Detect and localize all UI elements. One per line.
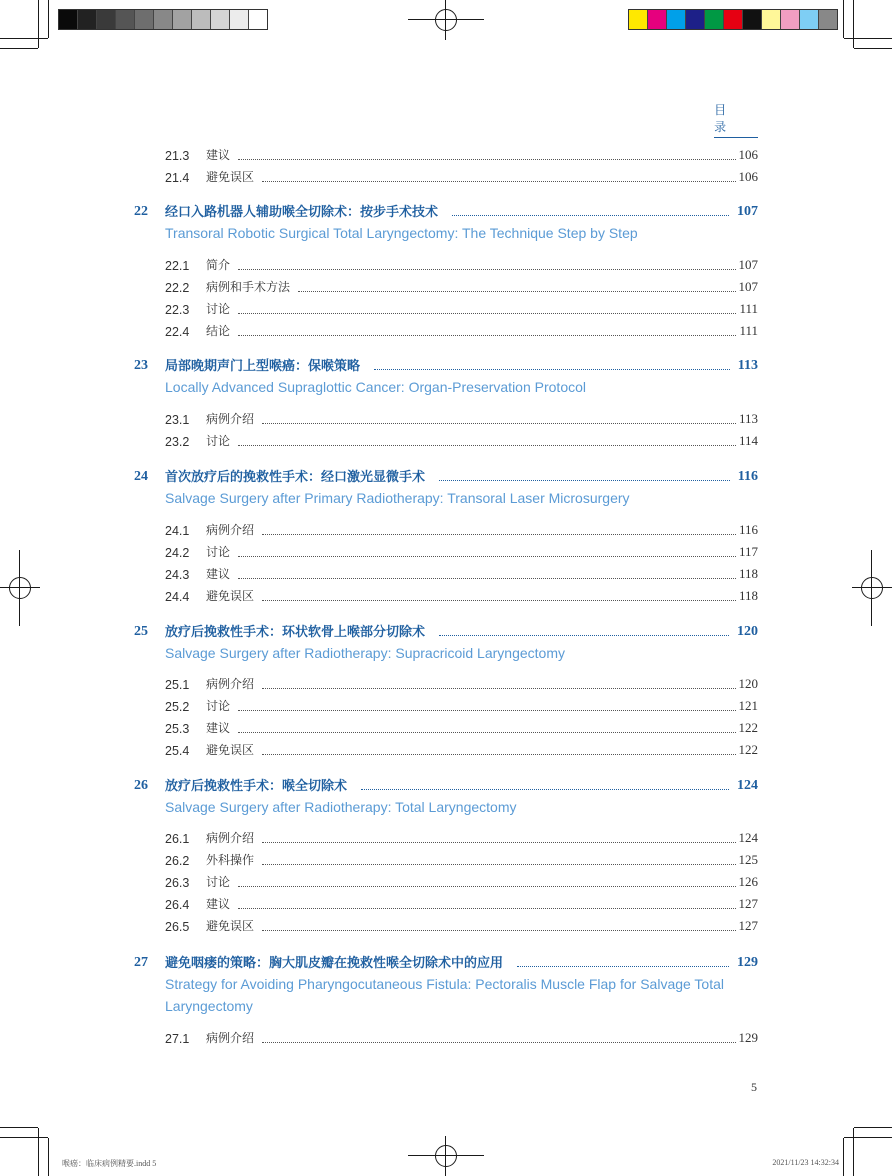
leader-dots xyxy=(238,731,735,733)
entry-title: 建议 xyxy=(206,148,231,162)
entry-title: 外科操作 xyxy=(206,853,255,867)
chapter-english-title: Salvage Surgery after Primary Radiotherapy: Transoral Laser Microsurgery xyxy=(165,490,630,506)
entry-page: 118 xyxy=(738,588,758,603)
chapter-entry[interactable] xyxy=(134,620,758,640)
entry-title: 结论 xyxy=(206,324,231,338)
entry-page: 125 xyxy=(738,852,758,867)
entry-number: 26.4 xyxy=(165,898,190,912)
entry-page: 106 xyxy=(738,147,758,162)
leader-dots xyxy=(262,533,736,535)
entry-page: 118 xyxy=(738,566,758,581)
chapter-title: 放疗后挽救性手术：环状软骨上喉部分切除术 xyxy=(165,625,426,640)
entry-title: 病例介绍 xyxy=(206,1031,255,1045)
toc-entry[interactable] xyxy=(165,740,758,758)
chapter-page: 116 xyxy=(737,469,758,484)
registration-mark-bottom xyxy=(408,1136,484,1176)
leader-dots xyxy=(262,422,736,424)
registration-mark-left xyxy=(0,550,40,626)
entry-number: 23.1 xyxy=(165,413,190,427)
toc-entry[interactable] xyxy=(165,828,758,846)
entry-number: 24.3 xyxy=(165,568,190,582)
entry-title: 简介 xyxy=(206,258,231,272)
toc-entry[interactable] xyxy=(165,431,758,449)
entry-page: 129 xyxy=(738,1030,758,1045)
chapter-entry[interactable] xyxy=(134,774,758,794)
chapter-title: 首次放疗后的挽救性手术：经口激光显微手术 xyxy=(165,470,426,485)
chapter-page: 107 xyxy=(737,204,758,219)
color-swatch xyxy=(97,10,116,29)
registration-mark-right xyxy=(852,550,892,626)
entry-page: 111 xyxy=(739,301,758,316)
color-swatch xyxy=(724,10,743,29)
entry-title: 建议 xyxy=(206,721,231,735)
leader-dots xyxy=(374,368,730,370)
entry-title: 讨论 xyxy=(206,434,231,448)
entry-title: 讨论 xyxy=(206,699,231,713)
toc-entry[interactable] xyxy=(165,255,758,273)
entry-title: 病例介绍 xyxy=(206,523,255,537)
chapter-english-title: Strategy for Avoiding Pharyngocutaneous Fistula: Pectoralis Muscle Flap for Salvage Total Laryngectomy xyxy=(165,976,725,1014)
entry-page: 114 xyxy=(738,433,758,448)
chapter-entry[interactable] xyxy=(134,465,758,485)
leader-dots xyxy=(238,885,735,887)
leader-dots xyxy=(262,841,735,843)
chapter-number: 27 xyxy=(134,955,148,970)
color-swatch xyxy=(667,10,686,29)
entry-page: 107 xyxy=(738,257,758,272)
slug-timestamp: 2021/11/23 14:32:34 xyxy=(772,1158,839,1167)
entry-title: 病例介绍 xyxy=(206,677,255,691)
color-swatch xyxy=(648,10,667,29)
toc-entry[interactable] xyxy=(165,299,758,317)
entry-number: 24.4 xyxy=(165,590,190,604)
entry-page: 121 xyxy=(738,698,758,713)
entry-number: 26.2 xyxy=(165,854,190,868)
toc-entry[interactable] xyxy=(165,542,758,560)
chapter-english-title: Salvage Surgery after Radiotherapy: Supracricoid Laryngectomy xyxy=(165,645,565,661)
color-swatch xyxy=(705,10,724,29)
chapter-number: 26 xyxy=(134,778,148,793)
color-swatch xyxy=(686,10,705,29)
chapter-number: 24 xyxy=(134,469,148,484)
toc-entry[interactable] xyxy=(165,321,758,339)
color-swatch xyxy=(762,10,781,29)
leader-dots xyxy=(452,214,729,216)
entry-number: 21.3 xyxy=(165,149,190,163)
entry-page: 116 xyxy=(738,522,758,537)
chapter-entry[interactable] xyxy=(134,951,758,971)
toc-entry[interactable] xyxy=(165,718,758,736)
leader-dots xyxy=(238,158,735,160)
leader-dots xyxy=(262,753,735,755)
leader-dots xyxy=(262,599,736,601)
entry-number: 27.1 xyxy=(165,1032,190,1046)
entry-page: 120 xyxy=(738,676,758,691)
leader-dots xyxy=(298,290,735,292)
entry-title: 讨论 xyxy=(206,875,231,889)
chapter-english-title: Transoral Robotic Surgical Total Laryngectomy: The Technique Step by Step xyxy=(165,225,638,241)
entry-page: 117 xyxy=(738,544,758,559)
entry-page: 107 xyxy=(738,279,758,294)
entry-title: 讨论 xyxy=(206,545,231,559)
color-swatch xyxy=(743,10,762,29)
toc-entry[interactable] xyxy=(165,145,758,163)
color-swatch xyxy=(173,10,192,29)
chapter-number: 22 xyxy=(134,204,148,219)
entry-number: 25.2 xyxy=(165,700,190,714)
leader-dots xyxy=(361,788,729,790)
entry-page: 126 xyxy=(738,874,758,889)
leader-dots xyxy=(517,965,729,967)
page-number: 5 xyxy=(751,1080,757,1094)
entry-title: 建议 xyxy=(206,897,231,911)
chapter-title: 局部晚期声门上型喉癌：保喉策略 xyxy=(165,359,361,374)
entry-page: 127 xyxy=(738,896,758,911)
entry-number: 21.4 xyxy=(165,171,190,185)
entry-number: 25.3 xyxy=(165,722,190,736)
color-swatch xyxy=(135,10,154,29)
entry-number: 26.3 xyxy=(165,876,190,890)
chapter-title: 放疗后挽救性手术：喉全切除术 xyxy=(165,779,348,794)
leader-dots xyxy=(262,180,735,182)
color-swatch xyxy=(629,10,648,29)
entry-number: 26.5 xyxy=(165,920,190,934)
chapter-english-title: Salvage Surgery after Radiotherapy: Total Laryngectomy xyxy=(165,799,517,815)
entry-title: 避免误区 xyxy=(206,170,255,184)
color-swatch xyxy=(781,10,800,29)
chapter-entry[interactable] xyxy=(134,200,758,220)
leader-dots xyxy=(439,479,730,481)
entry-page: 113 xyxy=(738,411,758,426)
entry-number: 24.1 xyxy=(165,524,190,538)
toc-entry[interactable] xyxy=(165,520,758,538)
entry-number: 23.2 xyxy=(165,435,190,449)
entry-title: 病例和手术方法 xyxy=(206,280,291,294)
entry-page: 122 xyxy=(738,720,758,735)
process-color-bar xyxy=(628,9,838,30)
chapter-title: 避免咽瘘的策略：胸大肌皮瓣在挽救性喉全切除术中的应用 xyxy=(165,956,504,971)
color-swatch xyxy=(211,10,230,29)
toc-entry[interactable] xyxy=(165,850,758,868)
leader-dots xyxy=(262,863,735,865)
leader-dots xyxy=(238,555,736,557)
chapter-page: 120 xyxy=(737,624,758,639)
entry-number: 25.4 xyxy=(165,744,190,758)
slug-file-name: 喉癌：临床病例精要.indd 5 xyxy=(62,1159,157,1168)
leader-dots xyxy=(238,268,735,270)
toc-entry[interactable] xyxy=(165,674,758,692)
color-swatch xyxy=(192,10,211,29)
leader-dots xyxy=(238,577,736,579)
color-swatch xyxy=(249,10,267,29)
entry-title: 病例介绍 xyxy=(206,412,255,426)
leader-dots xyxy=(262,929,735,931)
chapter-page: 129 xyxy=(737,955,758,970)
toc-entry[interactable] xyxy=(165,167,758,185)
entry-number: 22.4 xyxy=(165,325,190,339)
entry-page: 106 xyxy=(738,169,758,184)
leader-dots xyxy=(238,709,735,711)
toc-entry[interactable] xyxy=(165,586,758,604)
toc-entry[interactable] xyxy=(165,1028,758,1046)
entry-title: 讨论 xyxy=(206,302,231,316)
entry-number: 22.2 xyxy=(165,281,190,295)
section-header: 目 录 xyxy=(714,101,758,138)
color-swatch xyxy=(800,10,819,29)
toc-entry[interactable] xyxy=(165,916,758,934)
color-swatch xyxy=(154,10,173,29)
grayscale-color-bar xyxy=(58,9,268,30)
chapter-english-title: Locally Advanced Supraglottic Cancer: Organ-Preservation Protocol xyxy=(165,379,586,395)
entry-title: 避免误区 xyxy=(206,919,255,933)
color-swatch xyxy=(59,10,78,29)
entry-number: 24.2 xyxy=(165,546,190,560)
entry-title: 避免误区 xyxy=(206,743,255,757)
entry-title: 病例介绍 xyxy=(206,831,255,845)
entry-page: 127 xyxy=(738,918,758,933)
toc-entry[interactable] xyxy=(165,894,758,912)
chapter-title: 经口入路机器人辅助喉全切除术：按步手术技术 xyxy=(165,205,439,220)
entry-page: 122 xyxy=(738,742,758,757)
leader-dots xyxy=(238,334,736,336)
entry-page: 124 xyxy=(738,830,758,845)
entry-title: 建议 xyxy=(206,567,231,581)
color-swatch xyxy=(116,10,135,29)
color-swatch xyxy=(819,10,837,29)
leader-dots xyxy=(439,634,729,636)
color-swatch xyxy=(230,10,249,29)
entry-page: 111 xyxy=(739,323,758,338)
toc-entry[interactable] xyxy=(165,277,758,295)
chapter-entry[interactable] xyxy=(134,354,758,374)
leader-dots xyxy=(238,907,735,909)
chapter-number: 23 xyxy=(134,358,148,373)
entry-number: 22.1 xyxy=(165,259,190,273)
entry-number: 22.3 xyxy=(165,303,190,317)
toc-entry[interactable] xyxy=(165,872,758,890)
chapter-number: 25 xyxy=(134,624,148,639)
entry-number: 26.1 xyxy=(165,832,190,846)
entry-title: 避免误区 xyxy=(206,589,255,603)
toc-entry[interactable] xyxy=(165,409,758,427)
leader-dots xyxy=(238,312,736,314)
leader-dots xyxy=(262,1041,735,1043)
chapter-page: 124 xyxy=(737,778,758,793)
color-swatch xyxy=(78,10,97,29)
registration-mark-top xyxy=(408,0,484,40)
toc-entry[interactable] xyxy=(165,564,758,582)
entry-number: 25.1 xyxy=(165,678,190,692)
leader-dots xyxy=(262,687,735,689)
toc-entry[interactable] xyxy=(165,696,758,714)
leader-dots xyxy=(238,444,736,446)
chapter-page: 113 xyxy=(737,358,758,373)
